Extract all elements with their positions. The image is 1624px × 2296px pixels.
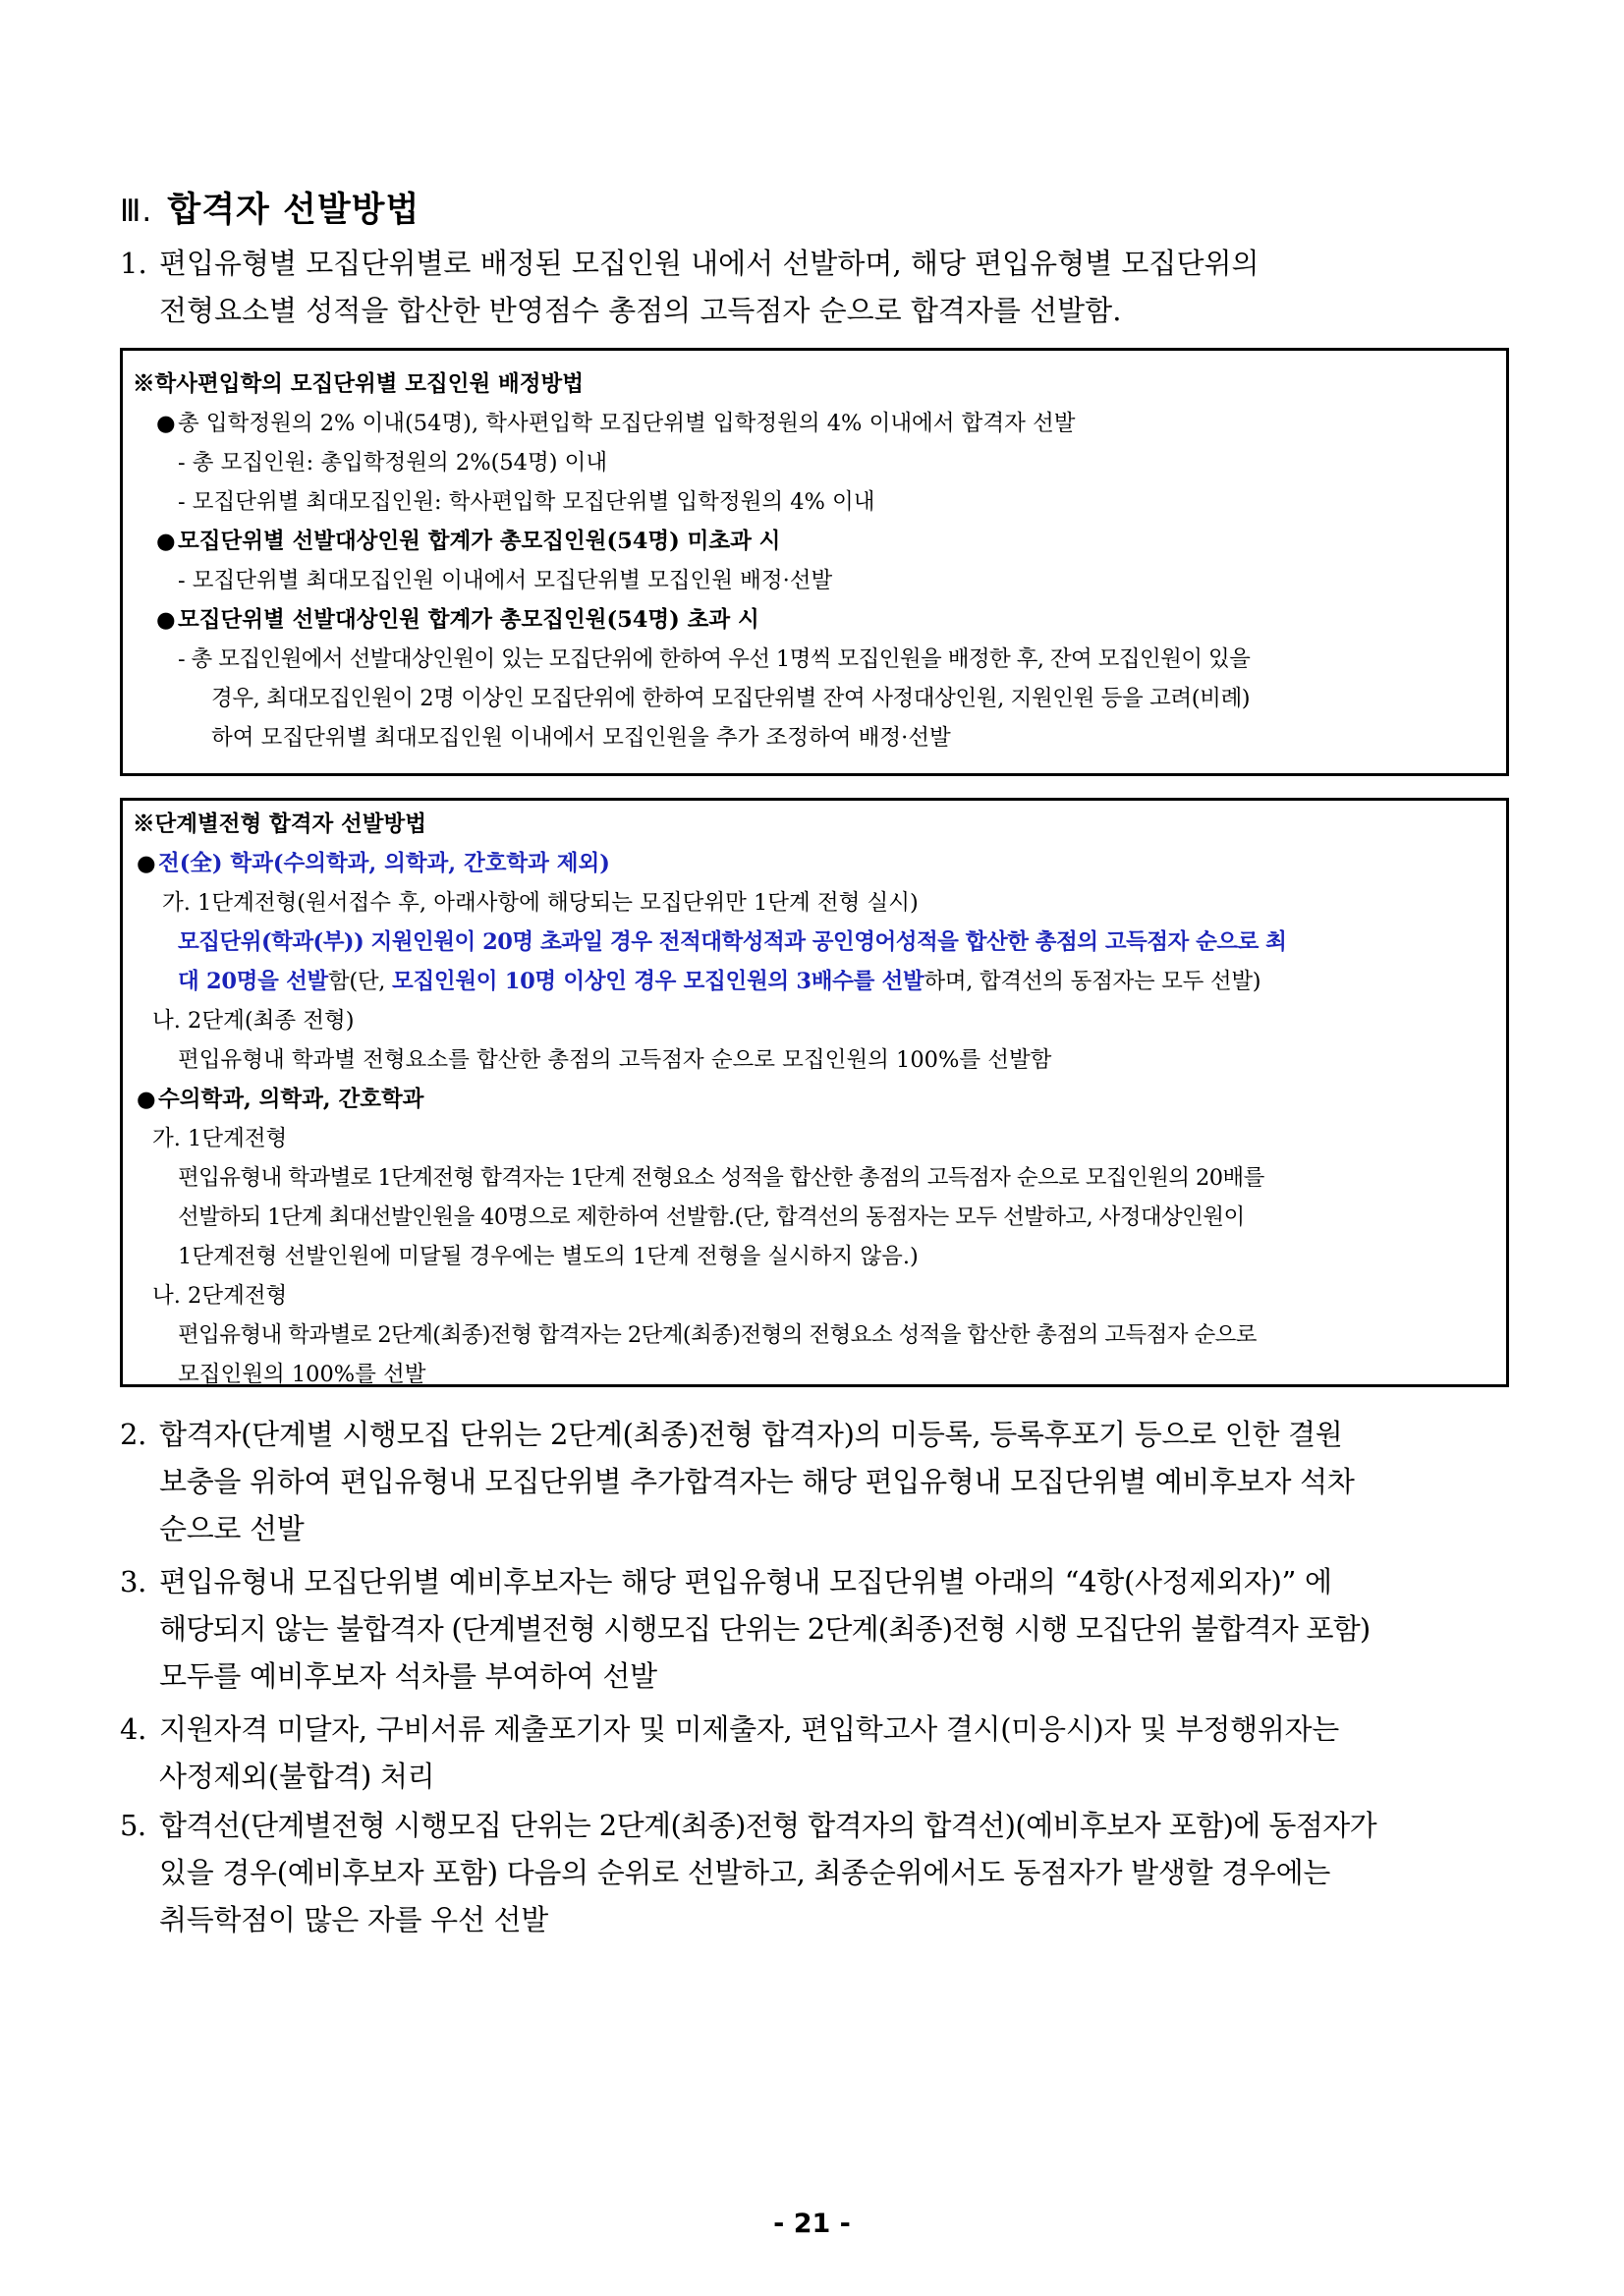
stage-text: 모집인원의 100%를 선발 <box>178 1362 426 1387</box>
bullet-icon: ● <box>156 411 176 436</box>
item-text-line: 사정제외(불합격) 처리 <box>159 1760 435 1793</box>
bullet-item <box>156 522 780 561</box>
item-text-line: 편입유형별 모집단위별로 배정된 모집인원 내에서 선발하며, 해당 편입유형별 모집단위의 <box>159 247 1260 280</box>
highlighted-text: 모집인원이 10명 이상인 경우 모집인원의 3배수를 선발 <box>392 969 924 994</box>
box-heading: ※단계별전형 합격자 선발방법 <box>133 812 426 837</box>
plain-text: 하며, 합격선의 동점자는 모두 선발) <box>924 969 1261 994</box>
bullet-icon: ● <box>156 607 176 633</box>
item-number: 4. <box>120 1712 147 1746</box>
item-text-line: 순으로 선발 <box>159 1512 305 1545</box>
section-title-text: 합격자 선발방법 <box>167 191 420 230</box>
item-number: 1. <box>120 247 147 280</box>
section-heading <box>120 183 420 232</box>
allocation-method-box <box>120 348 1509 776</box>
item-text-line: 지원자격 미달자, 구비서류 제출포기자 및 미제출자, 편입학고사 결시(미응시)자 및 부정행위자는 <box>159 1712 1339 1746</box>
item-text-line: 편입유형내 모집단위별 예비후보자는 해당 편입유형내 모집단위별 아래의 “4항(사정제외자)” 에 <box>159 1565 1332 1598</box>
stage-label: 가. 1단계전형(원서접수 후, 아래사항에 해당되는 모집단위만 1단계 전형 실시) <box>162 890 919 916</box>
sub-item-continuation: 경우, 최대모집인원이 2명 이상인 모집단위에 한하여 모집단위별 잔여 사정대상인원, 지원인원 등을 고려(비례) <box>211 686 1251 711</box>
item-text-line: 합격자(단계별 시행모집 단위는 2단계(최종)전형 합격자)의 미등록, 등록후포기 등으로 인한 결원 <box>159 1418 1343 1451</box>
item-text-line: 보충을 위하여 편입유형내 모집단위별 추가합격자는 해당 편입유형내 모집단위별 예비후보자 석차 <box>159 1465 1355 1498</box>
box-heading: ※학사편입학의 모집단위별 모집인원 배정방법 <box>133 371 584 397</box>
item-text-line: 합격선(단계별전형 시행모집 단위는 2단계(최종)전형 합격자의 합격선)(예비후보자 포함)에 동점자가 <box>159 1809 1377 1842</box>
sub-item: - 총 모집인원: 총입학정원의 2%(54명) 이내 <box>178 450 608 476</box>
group-title <box>137 1080 423 1119</box>
item-number: 5. <box>120 1809 146 1842</box>
group-title-text: 수의학과, 의학과, 간호학과 <box>158 1087 424 1112</box>
sub-item-continuation: 하여 모집단위별 최대모집인원 이내에서 모집인원을 추가 조정하여 배정·선발 <box>211 725 951 751</box>
stage-label: 가. 1단계전형 <box>152 1126 288 1151</box>
item-text-line: 취득학점이 많은 자를 우선 선발 <box>159 1903 548 1936</box>
bullet-text: 총 입학정원의 2% 이내(54명), 학사편입학 모집단위별 입학정원의 4% 이내에서 합격자 선발 <box>178 411 1076 436</box>
paragraph-item-5 <box>120 1802 1376 1943</box>
stage-text: 편입유형내 학과별 전형요소를 합산한 총점의 고득점자 순으로 모집인원의 100%를 선발함 <box>178 1047 1052 1073</box>
item-text-line: 있을 경우(예비후보자 포함) 다음의 순위로 선발하고, 최종순위에서도 동점자가 발생할 경우에는 <box>159 1856 1331 1889</box>
item-text-line: 전형요소별 성적을 합산한 반영점수 총점의 고득점자 순으로 합격자를 선발함. <box>159 294 1122 327</box>
bullet-item <box>156 600 759 640</box>
sub-item: - 모집단위별 최대모집인원: 학사편입학 모집단위별 입학정원의 4% 이내 <box>178 489 875 515</box>
paragraph-item-1 <box>120 240 1259 334</box>
bullet-icon: ● <box>137 851 156 876</box>
bullet-icon: ● <box>137 1087 156 1112</box>
bullet-icon: ● <box>156 529 176 554</box>
item-number: 2. <box>120 1418 147 1451</box>
stage-label: 나. 2단계전형 <box>152 1283 288 1309</box>
stage-text: 선발하되 1단계 최대선발인원을 40명으로 제한하여 선발함.(단, 합격선의 동점자는 모두 선발하고, 사정대상인원이 <box>178 1204 1245 1230</box>
bullet-text: 모집단위별 선발대상인원 합계가 총모집인원(54명) 미초과 시 <box>178 529 781 554</box>
sub-item: - 모집단위별 최대모집인원 이내에서 모집단위별 모집인원 배정·선발 <box>178 568 833 593</box>
stage-text <box>178 962 1260 1001</box>
paragraph-item-4 <box>120 1706 1339 1800</box>
sub-item: - 총 모집인원에서 선발대상인원이 있는 모집단위에 한하여 우선 1명씩 모집인원을 배정한 후, 잔여 모집인원이 있을 <box>178 646 1251 672</box>
paragraph-item-2 <box>120 1411 1355 1552</box>
stage-label: 나. 2단계(최종 전형) <box>152 1008 355 1034</box>
stage-text: 편입유형내 학과별로 2단계(최종)전형 합격자는 2단계(최종)전형의 전형요소 성적을 합산한 총점의 고득점자 순으로 <box>178 1322 1257 1348</box>
paragraph-item-3 <box>120 1558 1370 1700</box>
highlighted-text: 대 20명을 선발 <box>178 969 328 994</box>
stage-text: 1단계전형 선발인원에 미달될 경우에는 별도의 1단계 전형을 실시하지 않음.) <box>178 1244 919 1269</box>
stage-text: 모집단위(학과(부)) 지원인원이 20명 초과일 경우 전적대학성적과 공인영어성적을 합산한 총점의 고득점자 순으로 최 <box>178 929 1287 955</box>
stage-selection-box <box>120 798 1509 1387</box>
item-number: 3. <box>120 1565 147 1598</box>
item-text-line: 해당되지 않는 불합격자 (단계별전형 시행모집 단위는 2단계(최종)전형 시행 모집단위 불합격자 포함) <box>159 1612 1371 1646</box>
bullet-text: 모집단위별 선발대상인원 합계가 총모집인원(54명) 초과 시 <box>178 607 759 633</box>
item-text-line: 모두를 예비후보자 석차를 부여하여 선발 <box>159 1659 657 1693</box>
group-title-text: 전(全) 학과(수의학과, 의학과, 간호학과 제외) <box>158 851 610 876</box>
page-number: - 21 - <box>773 2209 851 2239</box>
plain-text: 함(단, <box>327 969 393 994</box>
group-title <box>137 844 610 883</box>
bullet-item <box>156 404 1076 443</box>
stage-text: 편입유형내 학과별로 1단계전형 합격자는 1단계 전형요소 성적을 합산한 총점의 고득점자 순으로 모집인원의 20배를 <box>178 1165 1264 1191</box>
section-roman-numeral: Ⅲ. <box>120 194 153 229</box>
